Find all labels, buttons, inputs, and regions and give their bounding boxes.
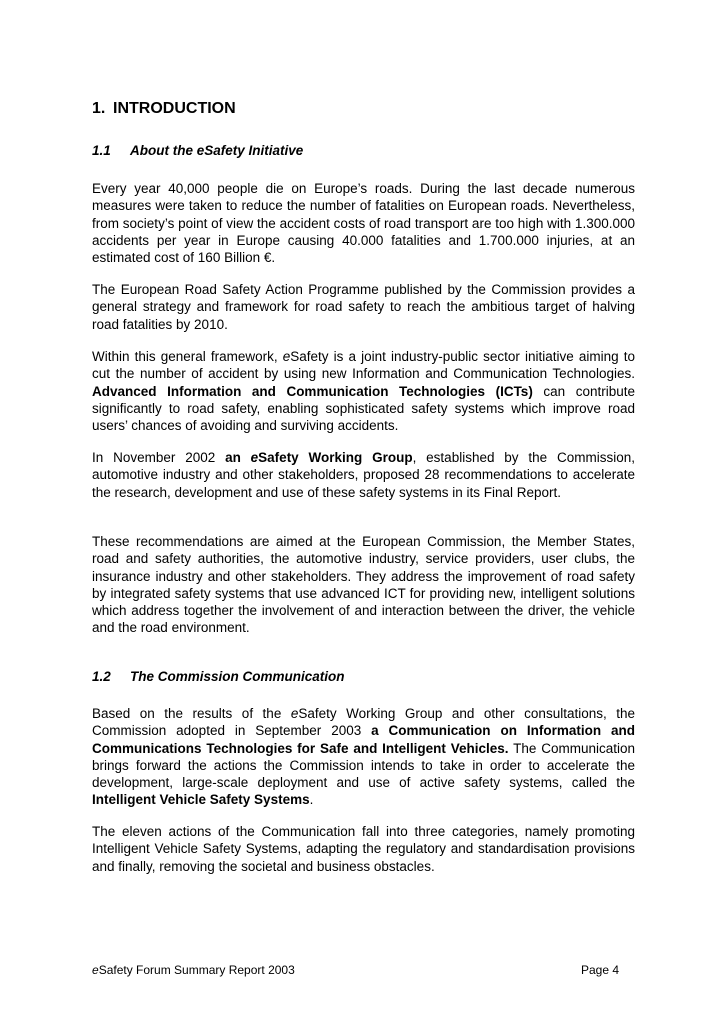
text-run: Based on the results of the xyxy=(92,706,291,721)
section-title: About the eSafety Initiative xyxy=(130,143,304,158)
text-run: , established by the Commission, automotive industry and other stakeholders, proposed 28 recommendations to accelerate the research, development and use of these safety systems in its Final Report. xyxy=(92,450,635,500)
text-run-bold: a Communication on Information and Communications Technologies for Safe and Intelligent Vehicles. xyxy=(92,723,635,756)
paragraph xyxy=(92,348,635,434)
paragraph: These recommendations are aimed at the European Commission, the Member States, road and safety authorities, the automotive industry, service providers, user clubs, the insurance industry and other stakeholders. They address the improvement of road safety by integrated safety systems that use advanced ICT for providing new, intelligent solutions which address together the involvement of and interaction between the driver, the vehicle and the road environment. xyxy=(92,534,635,636)
paragraph xyxy=(92,705,635,809)
text-run: The Communication brings forward the actions the Commission intends to take in order to accelerate the development, large-scale deployment and use of active safety systems, called the xyxy=(92,740,636,791)
paragraph: Every year 40,000 people die on Europe’s roads. During the last decade numerous measures were taken to reduce the number of fatalities on European roads. Nevertheless, from society’s point of view the accident costs of road transport are too high with 1.300.000 accidents per year in Europe causing 40.000 fatalities and 1.700.000 injuries, at an estimated cost of 160 Billion €. xyxy=(92,181,635,266)
text-run-bold: Advanced Information and Communication Technologies (ICTs) xyxy=(92,383,533,399)
section-heading-1-1 xyxy=(92,143,303,158)
footer-title xyxy=(92,963,295,977)
text-run-bold: Intelligent Vehicle Safety Systems xyxy=(92,792,310,808)
chapter-number: 1. xyxy=(92,100,106,117)
text-run: Within this general framework, xyxy=(92,349,283,364)
text-run: can contribute significantly to road safety, enabling sophisticated safety systems which improve road users’ chances of avoiding and surviving accidents. xyxy=(92,383,635,434)
chapter-title: INTRODUCTION xyxy=(113,100,236,117)
paragraph: The European Road Safety Action Programme published by the Commission provides a general strategy and framework for road safety to reach the ambitious target of halving road fatalities by 2010. xyxy=(92,282,635,332)
text-run-bold: an xyxy=(225,450,251,465)
text-run: Safety Working Group and other consultations, the Commission adopted in September 2003 xyxy=(92,706,635,739)
section-title: The Commission Communication xyxy=(130,669,345,684)
section-number: 1.2 xyxy=(92,669,111,684)
text-run: Safety is a joint industry-public sector initiative aiming to cut the number of accident by using new Information and Communication Technologies. xyxy=(92,349,635,382)
footer-title-italic: e xyxy=(92,963,99,977)
paragraph xyxy=(92,449,635,501)
page-number: Page 4 xyxy=(581,963,620,977)
section-number: 1.1 xyxy=(92,143,111,158)
text-run-bold: Safety Working Group xyxy=(258,450,413,465)
text-run: In November 2002 xyxy=(92,450,226,465)
text-run: . xyxy=(309,792,314,808)
text-run-italic: e xyxy=(290,706,299,721)
paragraph: The eleven actions of the Communication fall into three categories, namely promoting Intelligent Vehicle Safety Systems, adapting the regulatory and standardisation provisions and finally, removing the societal and business obstacles. xyxy=(92,824,635,874)
footer-title-text: Safety Forum Summary Report 2003 xyxy=(98,963,295,977)
section-heading-1-2 xyxy=(92,669,345,684)
text-run-italic: e xyxy=(282,349,291,364)
text-run-bold-italic: e xyxy=(250,450,259,465)
chapter-heading xyxy=(92,100,236,118)
